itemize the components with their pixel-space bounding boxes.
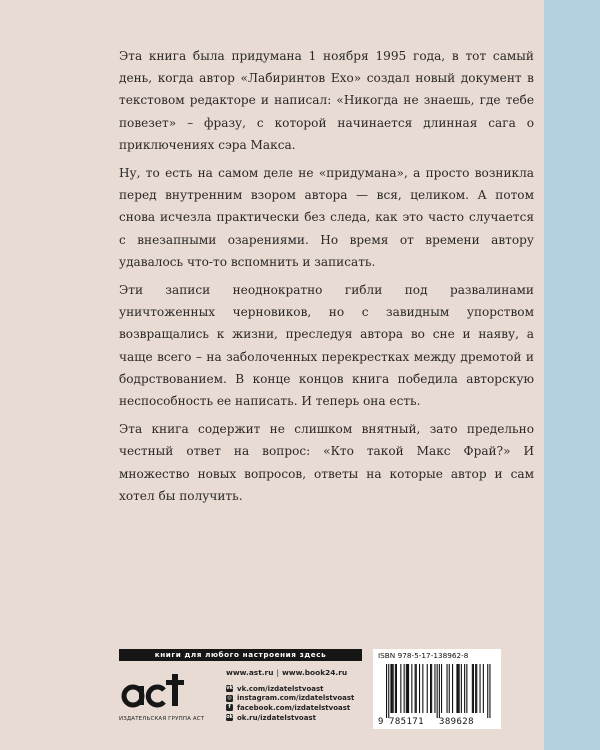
- barcode-bar: [434, 664, 435, 713]
- social-link-instagram[interactable]: [226, 694, 354, 704]
- social-links: [226, 684, 354, 722]
- social-link-text: instagram.com/izdatelstvoast: [237, 694, 355, 703]
- barcode-bar: [476, 664, 477, 713]
- social-link-text: facebook.com/izdatelstvoast: [237, 703, 351, 712]
- barcode-bar: [480, 664, 481, 713]
- instagram-icon: ◎: [227, 694, 232, 701]
- barcode-digits-right: 389628: [439, 717, 474, 726]
- barcode-bar: [473, 664, 474, 713]
- barcode-bar: [447, 664, 448, 713]
- barcode-bar: [461, 664, 462, 713]
- barcode-digits-left: 785171: [389, 717, 424, 726]
- blurb-paragraph-2: Ну, то есть на самом деле не «придумана», а просто возникла перед внутренним взором автора — вся, целиком. А потом снова исчезла практически без следа, как это часто случается с внезапными озарениями. Но время от времени автору удавалось что-то вспомнить и записать.: [119, 166, 534, 269]
- social-link-text: vk.com/izdatelstvoast: [237, 684, 324, 693]
- barcode-bar: [390, 664, 391, 713]
- barcode-bar: [396, 664, 397, 713]
- vk-icon: vk: [226, 685, 233, 692]
- isbn-label: ISBN 978-5-17-138962-8: [378, 651, 469, 660]
- social-link-odnoklassniki[interactable]: [226, 713, 354, 723]
- social-link-facebook[interactable]: [226, 703, 354, 713]
- barcode-bar: [400, 664, 401, 713]
- spine-strip: [544, 0, 600, 750]
- barcode-bar: [458, 664, 459, 713]
- barcode-bar: [487, 664, 488, 718]
- websites: [226, 668, 347, 677]
- odnoklassniki-icon: ok: [226, 714, 233, 721]
- barcode-bars: [386, 664, 491, 718]
- website-book24[interactable]: www.book24.ru: [281, 668, 348, 677]
- barcode-bar: [441, 664, 442, 713]
- barcode-bar: [483, 664, 484, 713]
- barcode-bar: [452, 664, 453, 713]
- barcode-bar: [449, 664, 450, 713]
- barcode-bar: [489, 664, 490, 718]
- barcode-bar: [437, 664, 438, 718]
- facebook-icon: f: [226, 704, 233, 711]
- blurb-paragraph-4: Эта книга содержит не слишком внятный, зато предельно честный ответ на вопрос: «Кто такой Макс Фрай?» И множество новых вопросов, ответы на которые автор и сам хотел бы получить.: [119, 422, 534, 503]
- isbn-barcode: [376, 662, 496, 726]
- blurb-text: [119, 45, 534, 513]
- barcode-bar: [404, 664, 405, 713]
- barcode-bar: [459, 664, 460, 713]
- barcode-bar: [427, 664, 428, 713]
- barcode-bar: [393, 664, 394, 713]
- barcode-bar: [415, 664, 416, 713]
- barcode-bar: [411, 664, 412, 713]
- barcode-bar: [422, 664, 423, 713]
- barcode-bar: [395, 664, 396, 713]
- barcode-bar: [419, 664, 420, 713]
- barcode-digit: 9: [378, 717, 384, 726]
- barcode-bar: [392, 664, 393, 713]
- barcode-bar: [464, 664, 465, 713]
- ast-logo-icon: [120, 664, 198, 714]
- barcode-bar: [431, 664, 432, 713]
- website-separator: |: [276, 668, 279, 677]
- barcode-bar: [430, 664, 431, 713]
- publisher-name: ИЗДАТЕЛЬСКАЯ ГРУППА АСТ: [119, 716, 205, 722]
- blurb-paragraph-1: Эта книга была придумана 1 ноября 1995 года, в тот самый день, когда автор «Лабиринтов Ехо» создал новый документ в текстовом редакторе и написал: «Никогда не знаешь, где тебе повезет» – фразу, с которой начинается длинная сага о приключениях сэра Макса.: [119, 49, 534, 152]
- barcode-bar: [475, 664, 476, 713]
- barcode-bar: [406, 664, 407, 713]
- barcode-bar: [466, 664, 467, 713]
- barcode-bar: [456, 664, 457, 713]
- barcode-bar: [388, 664, 389, 718]
- social-link-text: ok.ru/izdatelstvoast: [237, 713, 316, 722]
- barcode-bar: [386, 664, 387, 718]
- barcode-bar: [416, 664, 417, 713]
- website-ast[interactable]: www.ast.ru: [226, 668, 274, 677]
- barcode-bar: [408, 664, 409, 713]
- barcode-bar: [407, 664, 408, 713]
- tagline-bar: книги для любого настроения здесь: [119, 649, 362, 661]
- barcode-bar: [472, 664, 473, 713]
- barcode-bar: [439, 664, 440, 718]
- blurb-paragraph-3: Эти записи неоднократно гибли под развалинами уничтоженных черновиков, но с завидным упорством возвращались к жизни, преследуя автора во сне и наяву, а чаще всего – на заболоченных перекрестках между дремотой и бодрствованием. В конце концов книга победила авторскую неспособность ее написать. И теперь она есть.: [119, 283, 534, 409]
- social-link-vk[interactable]: [226, 684, 354, 694]
